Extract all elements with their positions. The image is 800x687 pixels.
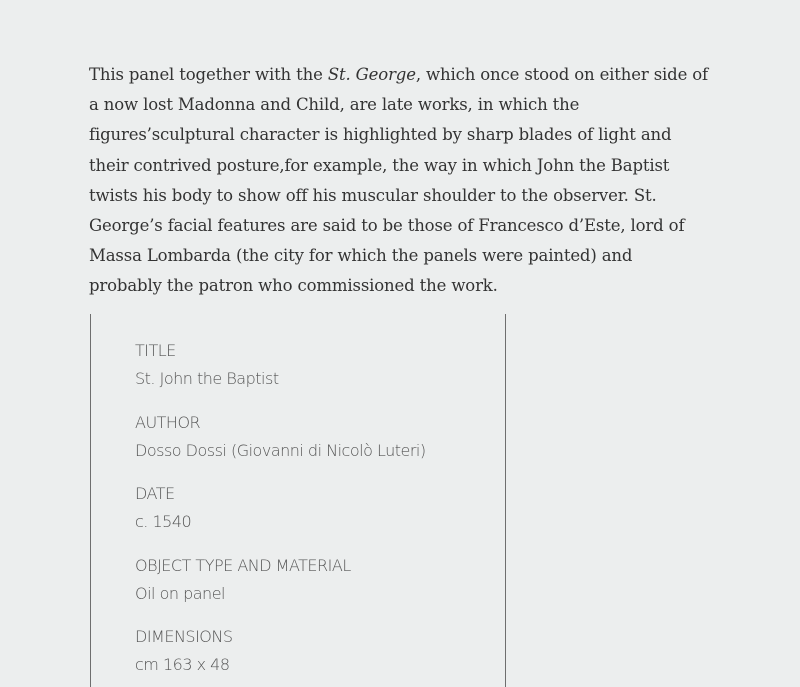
detail-label: OBJECT TYPE AND MATERIAL [135, 556, 351, 575]
description-line: Massa Lombarda (the city for which the panels were painted) and [89, 246, 633, 266]
detail-value: cm 163 x 48 [135, 655, 230, 674]
artwork-details-panel [90, 314, 506, 687]
detail-date [135, 480, 191, 536]
artwork-description [89, 60, 749, 302]
detail-label: DATE [135, 484, 175, 503]
detail-value: c. 1540 [135, 512, 192, 531]
description-line [89, 60, 749, 90]
description-text: , which once stood on either side of [415, 65, 709, 84]
detail-dimensions [135, 623, 233, 679]
detail-object-type [135, 552, 351, 608]
description-line: a now lost Madonna and Child, are late works, in which the [89, 95, 580, 115]
detail-title [135, 337, 279, 393]
description-text: This panel together with the [89, 65, 328, 84]
detail-value: Dosso Dossi (Giovanni di Nicolò Luteri) [135, 441, 426, 460]
description-line: figures’sculptural character is highlighted by sharp blades of light and [89, 125, 672, 145]
description-line: twists his body to show off his muscular shoulder to the observer. St. [89, 185, 657, 205]
detail-label: DIMENSIONS [135, 627, 233, 646]
detail-author [135, 409, 426, 465]
detail-value: St. John the Baptist [135, 369, 279, 388]
description-line: probably the patron who commissioned the work. [89, 276, 498, 296]
detail-label: TITLE [135, 341, 176, 360]
detail-value: Oil on panel [135, 584, 225, 603]
description-line: George’s facial features are said to be those of Francesco d’Este, lord of [89, 216, 685, 236]
description-line: their contrived posture,for example, the way in which John the Baptist [89, 155, 670, 175]
detail-label: AUTHOR [135, 413, 201, 432]
description-italic-title: St. George [327, 65, 416, 84]
